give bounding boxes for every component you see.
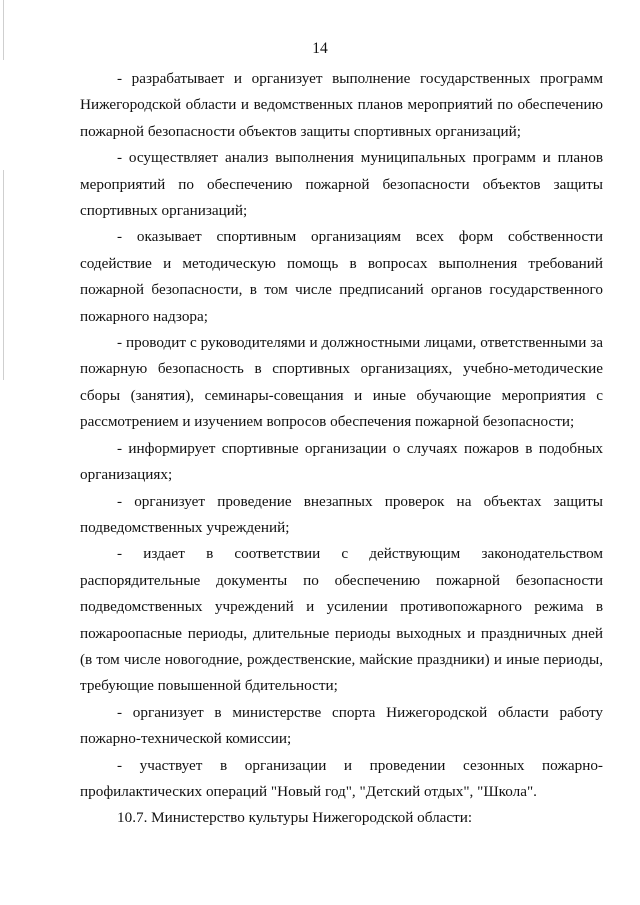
paragraph: - оказывает спортивным организациям всех форм собственности содействие и методическую помощь в вопросах выполнения требований пожарной безопасности, в том числе предписаний органов государственного пожарного надзора; — [80, 228, 603, 325]
paragraph: - участвует в организации и проведении сезонных пожарно-профилактических операций "Новый год", "Детский отдых", "Школа". — [80, 756, 603, 800]
document-body — [80, 66, 603, 832]
paragraph: - осуществляет анализ выполнения муниципальных программ и планов мероприятий по обеспечению пожарной безопасности объектов защиты спортивных организаций; — [80, 149, 603, 220]
paragraph: - организует в министерстве спорта Нижегородской области работу пожарно-технической комиссии; — [80, 703, 603, 748]
paragraph: - информирует спортивные организации о случаях пожаров в подобных организациях; — [80, 439, 603, 484]
paragraph: - издает в соответствии с действующим законодательством распорядительные документы по обеспечению пожарной безопасности подведомственных учреждений и усилении противопожарного режима в пожароопасные периоды, длительные периоды выходных и праздничных дней (в том числе новогодние, рождественские, майские праздники) и иные периоды, требующие повышенной бдительности; — [80, 545, 603, 695]
page-number: 14 — [312, 40, 328, 57]
paragraph: - организует проведение внезапных проверок на объектах защиты подведомственных учреждений; — [80, 492, 603, 536]
scan-edge-mark — [3, 170, 4, 380]
paragraph: - разрабатывает и организует выполнение государственных программ Нижегородской области и ведомственных планов мероприятий по обеспечению пожарной безопасности объектов защиты спортивных организаций; — [80, 70, 603, 140]
paragraph: - проводит с руководителями и должностными лицами, ответственными за пожарную безопасность в спортивных организациях, учебно-методические сборы (занятия), семинары-совещания и иные обучающие мероприятия с рассмотрением и изучением вопросов обеспечения пожарной безопасности; — [80, 334, 603, 431]
section-heading: 10.7. Министерство культуры Нижегородской области: — [117, 809, 473, 827]
